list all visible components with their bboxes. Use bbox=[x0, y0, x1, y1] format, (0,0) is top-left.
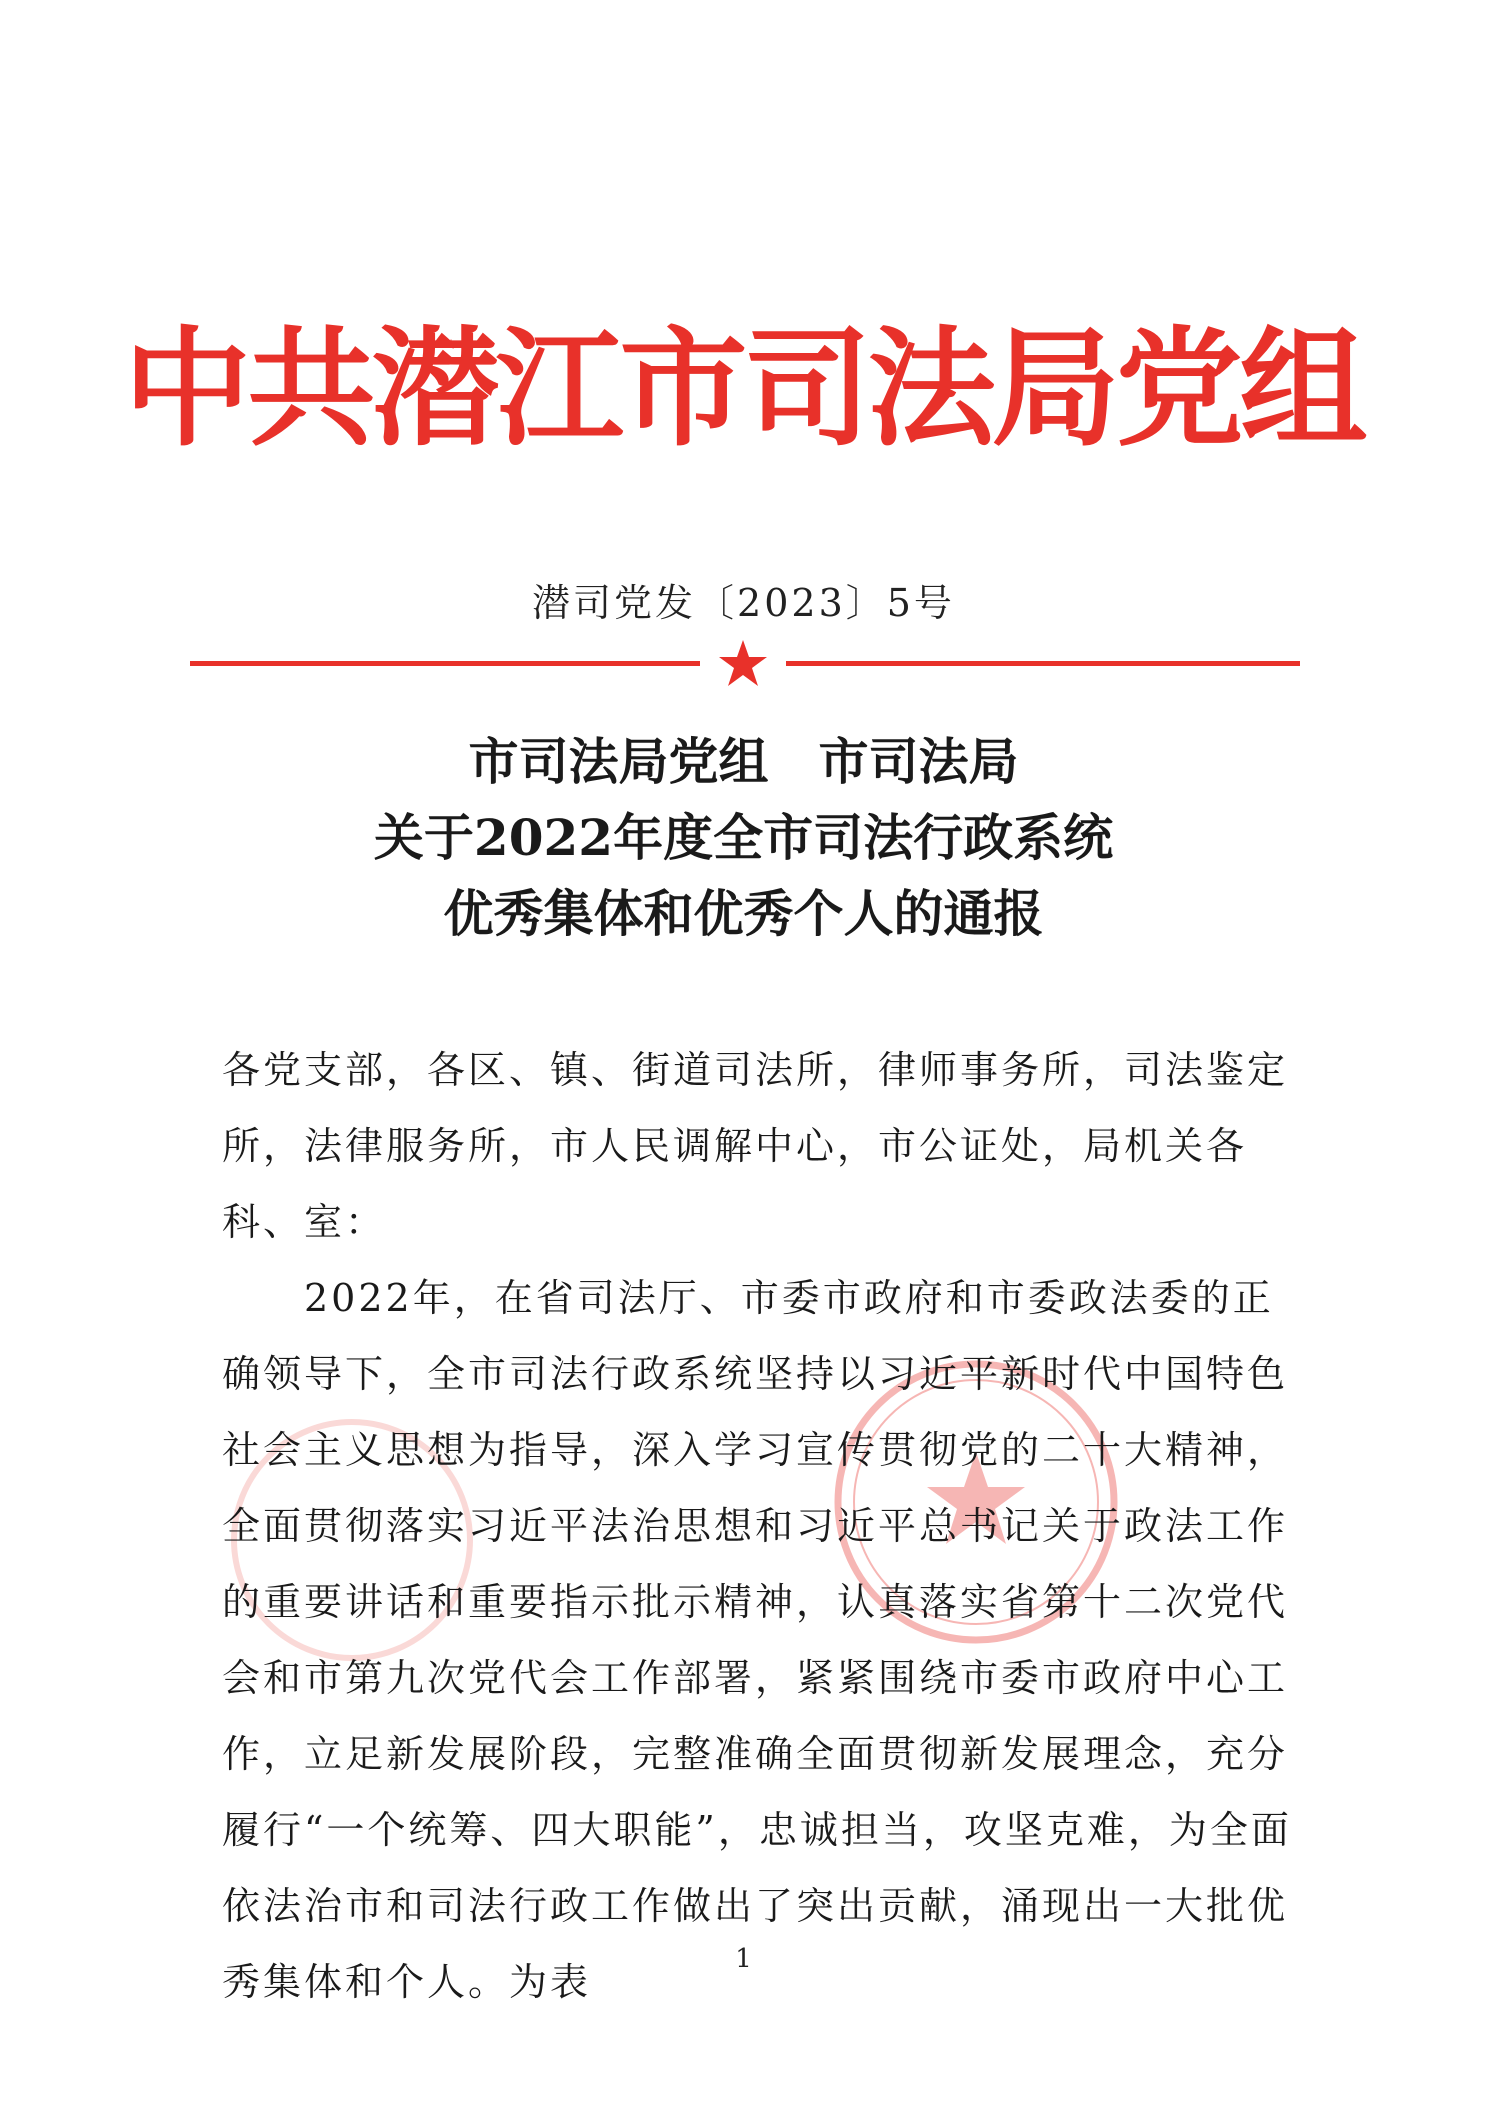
body-paragraph: 2022年，在省司法厅、市委市政府和市委政法委的正确领导下，全市司法行政系统坚持以习近平新时代中国特色社会主义思想为指导，深入学习宣传贯彻党的二十大精神，全面贯彻落实习近平法治思想和习近平总书记关于政法工作的重要讲话和重要指示批示精神，认真落实省第十二次党代会和市第九次党代会工作部署，紧紧围绕市委市政府中心工作，立足新发展阶段，完整准确全面贯彻新发展理念，充分履行“一个统筹、四大职能”，忠诚担当，攻坚克难，为全面依法治市和司法行政工作做出了突出贡献，涌现出一大批优秀集体和个人。为表 bbox=[222, 1276, 1292, 2004]
masthead-title: 中共潜江市司法局党组 bbox=[123, 315, 1364, 464]
star-icon bbox=[718, 638, 768, 688]
page-number: 1 bbox=[735, 1944, 752, 1974]
title-line-3: 优秀集体和优秀个人的通报 bbox=[443, 884, 1044, 943]
red-rule-left bbox=[190, 661, 700, 666]
title-line-1: 市司法局党组 市司法局 bbox=[468, 732, 1019, 791]
title-line-2: 关于2022年度全市司法行政系统 bbox=[373, 808, 1114, 867]
red-rule-right bbox=[786, 661, 1300, 666]
document-body bbox=[222, 1032, 1292, 2020]
document-title bbox=[0, 724, 1487, 952]
document-number: 潜司党发〔2023〕5号 bbox=[532, 581, 955, 625]
recipients: 各党支部，各区、镇、街道司法所，律师事务所，司法鉴定所，法律服务所，市人民调解中心，市公证处，局机关各科、室： bbox=[222, 1048, 1289, 1244]
